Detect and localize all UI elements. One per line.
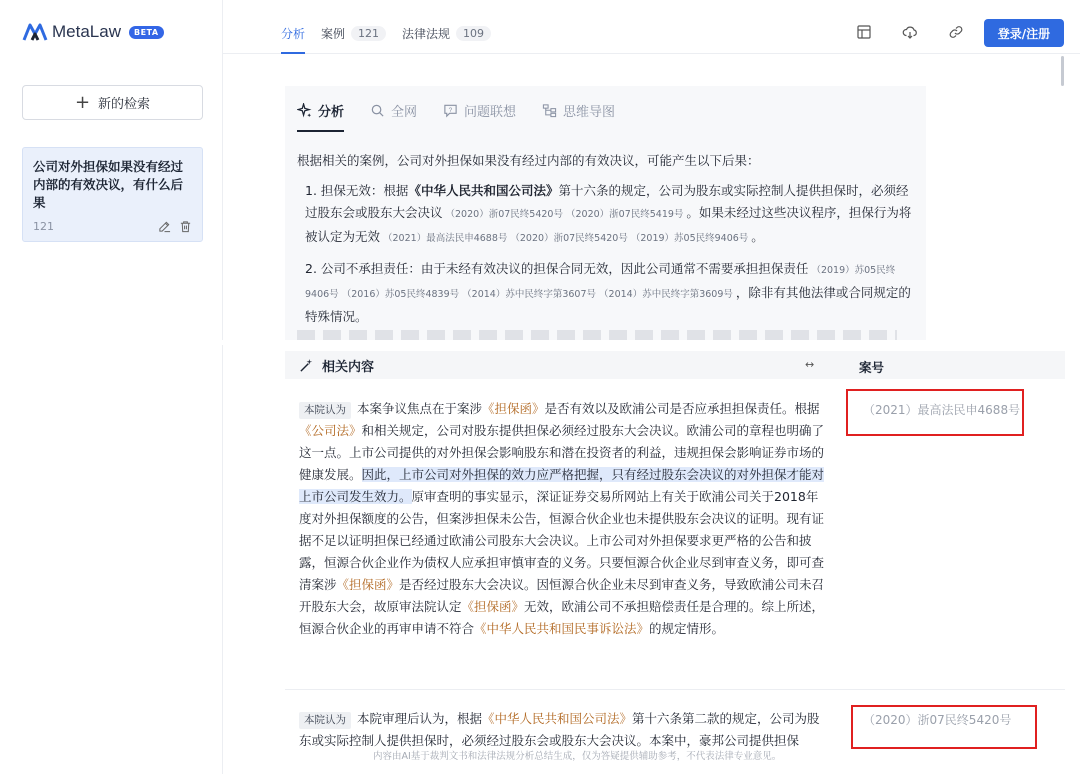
tab-label: 分析: [281, 26, 306, 41]
subtab-analysis[interactable]: [297, 100, 344, 120]
related-entry: [299, 708, 825, 752]
highlighted-text: 因此，上市公司对外担保的效力应严格把握，只有经过股东会决议的对外担保才能对上市公司发生效力。: [299, 467, 825, 504]
subtab-label: 全网: [391, 104, 418, 120]
entry-text: 是否经过股东大会决议。因恒源合伙企业未尽到审查义务，导致欧浦公司未召开股东大会，故原审法院认定: [299, 577, 825, 614]
law-reference[interactable]: 《公司法》: [299, 423, 362, 438]
login-button[interactable]: 登录/注册: [984, 19, 1064, 47]
subtab-web[interactable]: [370, 100, 417, 120]
law-reference[interactable]: 《中华人民共和国公司法》: [482, 711, 633, 726]
edit-icon[interactable]: [158, 220, 171, 233]
tab-laws[interactable]: [402, 23, 491, 43]
item-text: ，除非有其他法律或合同规定的特殊情况。: [305, 285, 911, 324]
entry-text: 本案争议焦点在于案涉: [357, 401, 483, 416]
law-reference[interactable]: 《担保函》: [482, 401, 545, 416]
item-text: 第十六条的规定，公司为股东或实际控制人提供担保时，必须经过股东会或股东大会决议: [305, 183, 909, 220]
law-reference[interactable]: 《中华人民共和国公司法》: [408, 183, 559, 198]
analysis-item: [297, 180, 917, 250]
sparkle-icon: [297, 103, 312, 118]
magic-wand-icon: [299, 358, 314, 373]
court-opinion-tag: 本院认为: [299, 712, 351, 729]
tab-count: 109: [456, 26, 491, 41]
related-header: [285, 351, 1065, 379]
law-reference[interactable]: 《担保函》: [336, 577, 400, 592]
analysis-intro: 根据相关的案例，公司对外担保如果没有经过内部的有效决议，可能产生以下后果：: [297, 153, 760, 168]
item-number: 2.: [305, 261, 317, 276]
subtab-label: 思维导图: [563, 104, 616, 120]
subtab-questions[interactable]: [443, 100, 516, 120]
entry-text: 是否有效以及欧浦公司是否应承担担保责任。根据: [544, 401, 820, 416]
court-opinion-tag: 本院认为: [299, 402, 351, 419]
sidebar-lower: [0, 345, 223, 774]
link-icon[interactable]: [948, 24, 964, 40]
result-tabs: [281, 23, 491, 43]
item-text: 公司不承担责任：由于未经有效决议的担保合同无效，因此公司通常不需要承担担保责任: [320, 261, 809, 276]
beta-badge: BETA: [129, 26, 164, 39]
entry-divider: [285, 689, 1065, 690]
scrollbar[interactable]: [1061, 56, 1064, 86]
entry-text: 第十六条第二款的规定，公司为股东或实际控制人提供担保时，必须经过股东会或股东大会决议。本案中，豪邦公司提供担保: [299, 711, 820, 748]
cloud-download-icon[interactable]: [902, 24, 918, 40]
expand-arrows-icon[interactable]: ↔: [805, 358, 815, 371]
history-item[interactable]: [22, 147, 203, 242]
plus-icon: +: [74, 91, 91, 113]
metalaw-logo-icon: [22, 22, 48, 42]
analysis-list: [297, 180, 917, 328]
analysis-item: [297, 258, 917, 328]
tab-label: 案例: [321, 26, 346, 41]
item-number: 1.: [305, 183, 317, 198]
law-reference[interactable]: 《担保函》: [461, 599, 525, 614]
sidebar: [0, 0, 223, 340]
related-content: [223, 345, 1080, 774]
entry-text: 无效，欧浦公司不承担赔偿责任是合理的。综上所述，恒源合伙企业的再审申请不符合: [299, 599, 825, 636]
trash-icon[interactable]: [179, 220, 192, 233]
annotation-box: [851, 705, 1037, 749]
history-item-title: 公司对外担保如果没有经过内部的有效决议，有什么后果: [33, 159, 184, 210]
case-citation[interactable]: （2020）浙07民终5420号 （2020）浙07民终5419号: [445, 209, 684, 220]
subtab-label: 问题联想: [464, 104, 517, 120]
history-item-count: 121: [33, 220, 54, 233]
law-reference[interactable]: 《中华人民共和国民事诉讼法》: [474, 621, 650, 636]
related-title: 相关内容: [322, 359, 375, 375]
case-citation[interactable]: （2019）苏05民终9406号 （2016）苏05民终4839号 （2014）苏中民终字第3607号 （2014）苏中民终字第3609号: [305, 265, 896, 300]
tab-cases[interactable]: [321, 23, 386, 43]
logo[interactable]: [22, 22, 164, 42]
brand-name: MetaLaw: [52, 22, 121, 41]
mindmap-icon: [542, 103, 557, 118]
item-text: 。: [751, 229, 764, 244]
item-text: 。如果未经过这些决议程序，担保行为将被认定为无效: [305, 205, 912, 244]
tab-label: 法律法规: [402, 26, 451, 41]
entry-text: 本院审理后认为，根据: [357, 711, 483, 726]
question-bubble-icon: [443, 103, 458, 118]
case-number-link[interactable]: （2020）浙07民终5420号: [863, 713, 1012, 727]
case-citation[interactable]: （2021）最高法民申4688号 （2020）浙07民终5420号 （2019）苏05民终9406号: [383, 233, 749, 244]
subtab-mindmap[interactable]: [542, 100, 615, 120]
new-search-label: 新的检索: [98, 97, 151, 112]
search-icon: [370, 103, 385, 118]
layout-icon[interactable]: [856, 24, 872, 40]
analysis-panel: [285, 86, 926, 340]
top-bar: [223, 0, 1080, 54]
case-number-header: 案号: [859, 360, 885, 375]
tab-count: 121: [351, 26, 386, 41]
related-entry: [299, 398, 825, 640]
annotation-box: [846, 389, 1024, 436]
analysis-body: [297, 150, 917, 336]
analysis-subtabs: [297, 100, 615, 120]
item-text: 担保无效：根据: [320, 183, 409, 198]
case-number-link[interactable]: （2021）最高法民申4688号: [863, 403, 1021, 417]
new-search-button[interactable]: [22, 85, 203, 120]
entry-text: 的规定情形。: [649, 621, 725, 636]
tab-analysis[interactable]: [281, 23, 305, 43]
entry-text: 和相关规定，公司对股东提供担保必须经过股东大会决议。欧浦公司的章程也明确了这一点。上市公司提供的对外担保会影响股东和潜在投资者的利益，违规担保会影响证券市场的健康发展。: [299, 423, 825, 482]
faded-text-line: [297, 330, 897, 340]
entry-text: 原审查明的事实显示，深证证券交易所网站上有关于欧浦公司关于2018年度对外担保额度的公告，但案涉担保未公告，恒源合伙企业也未提供股东会决议的证明。现有证据不足以证明担保已经通过欧浦公司股东大会决议。上市公司对外担保要求更严格的公告和披露，恒源合伙企业作为债权人应承担审慎审查的义务。只要恒源合伙企业尽到审查义务，即可查清案涉: [299, 489, 825, 592]
disclaimer-text: 内容由AI基于裁判文书和法律法规分析总结生成，仅为答疑提供辅助参考，不代表法律专业意见。: [373, 751, 782, 762]
subtab-label: 分析: [318, 104, 345, 120]
svg-text:?: ?: [448, 106, 453, 114]
